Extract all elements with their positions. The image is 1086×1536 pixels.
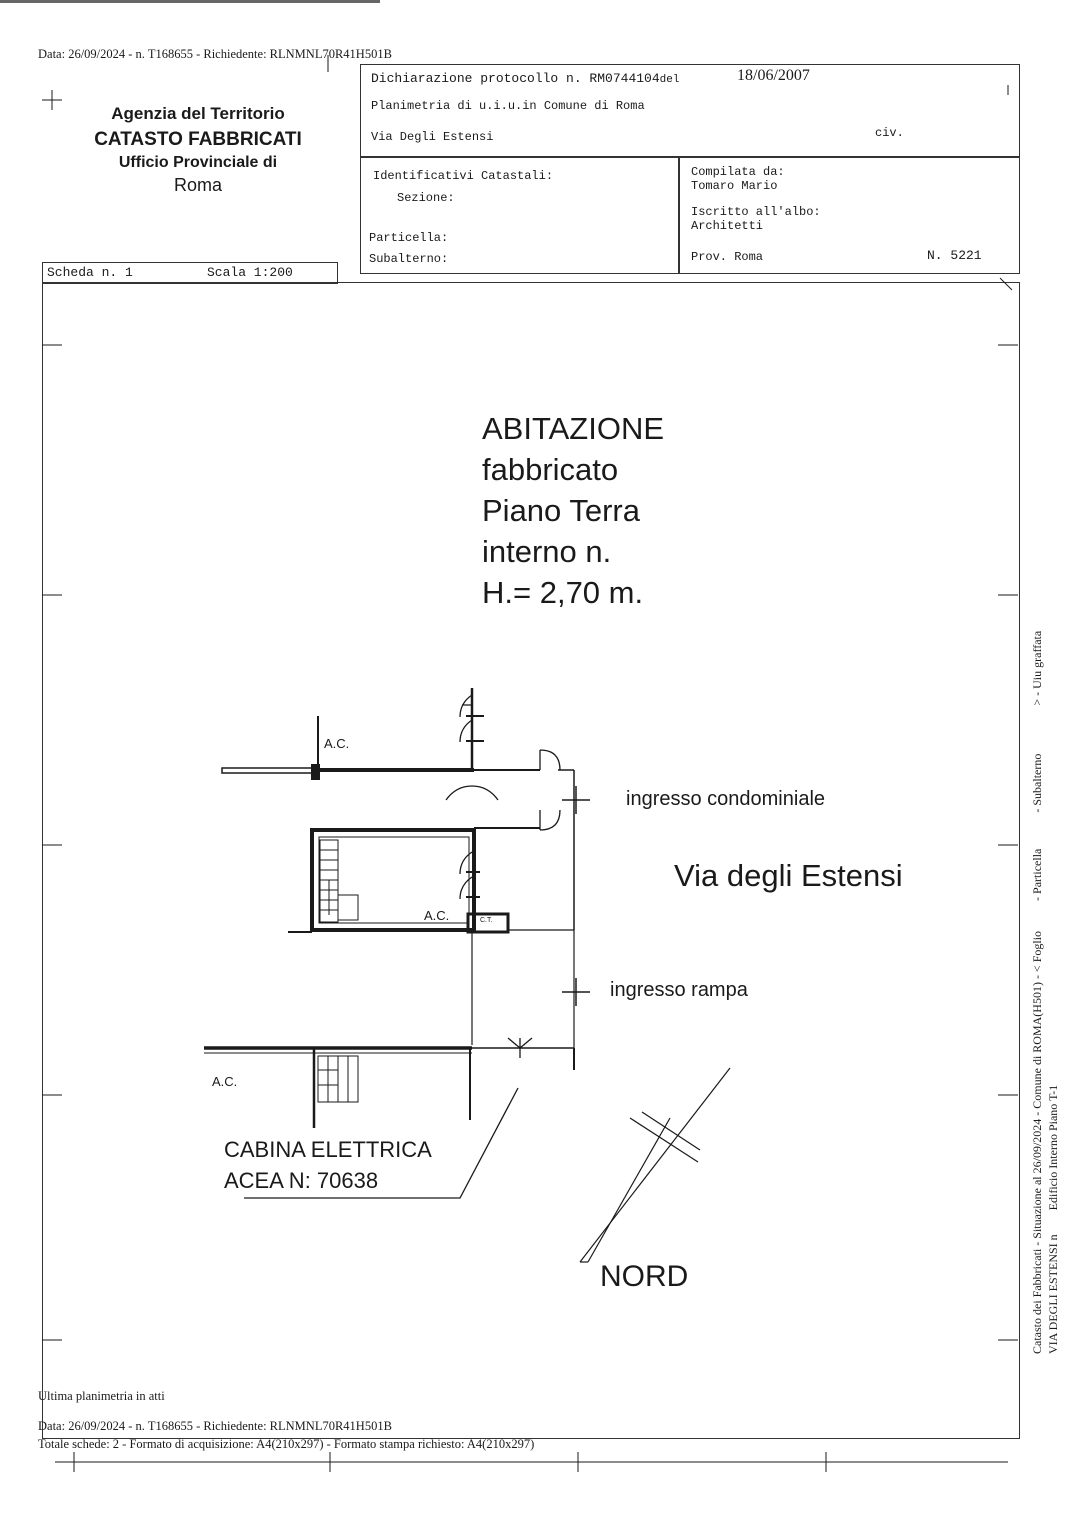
albo-label: Iscritto all'albo:: [691, 205, 821, 219]
staircase: [320, 840, 358, 922]
agency-catasto: CATASTO FABBRICATI: [94, 129, 302, 150]
label-north: NORD: [600, 1260, 689, 1293]
door-double: [446, 786, 498, 800]
wall-upper-left-end: [222, 768, 318, 773]
scheda-scale: Scala 1:200: [207, 265, 293, 280]
label-ac-top: A.C.: [324, 736, 350, 751]
title-interior: interno n.: [482, 534, 612, 569]
frame-tick: [1000, 278, 1012, 290]
door-lower-entrance: [540, 810, 560, 830]
compiler-province: Prov. Roma: [691, 250, 764, 264]
label-ac-mid: A.C.: [424, 908, 450, 923]
protocol-declaration: Dichiarazione protocollo n. RM0744104: [371, 71, 660, 86]
label-cabina-title: CABINA ELETTRICA: [224, 1137, 432, 1162]
agency-city: Roma: [173, 175, 222, 195]
title-height: H.= 2,70 m.: [482, 575, 644, 610]
albo-value: Architetti: [691, 219, 764, 233]
label-ingresso-condominiale: ingresso condominiale: [626, 788, 826, 810]
agency-office: Ufficio Provinciale di: [118, 154, 278, 171]
door-room: [460, 852, 472, 874]
cadastral-title: Identificativi Catastali:: [373, 169, 554, 183]
compiler-name: Tomaro Mario: [691, 179, 778, 193]
door-swing: [460, 720, 472, 742]
protocol-civ: civ.: [875, 126, 904, 140]
label-cabina-number: ACEA N: 70638: [224, 1168, 379, 1193]
title-floor: Piano Terra: [482, 493, 640, 528]
protocol-date: 18/06/2007: [737, 67, 810, 84]
side-note-situation: Catasto dei Fabbricati - Situazione al 26/09/2024 - Comune di ROMA(H501) - < Foglio - Particella - Subalterno > - Uiu graffata: [1030, 630, 1044, 1354]
cadastral-particella: Particella:: [369, 231, 449, 245]
label-street: Via degli Estensi: [674, 858, 903, 893]
title-use: ABITAZIONE: [482, 411, 665, 446]
footer-totale-line: Totale schede: 2 - Formato di acquisizione: A4(210x297) - Formato stampa richiesto: A4(210x297): [38, 1437, 535, 1451]
door-room: [460, 877, 472, 899]
protocol-street: Via Degli Estensi: [371, 130, 494, 144]
cadastral-subalterno: Subalterno:: [369, 252, 449, 266]
protocol-del: del: [659, 74, 680, 86]
label-ingresso-rampa: ingresso rampa: [610, 979, 748, 1001]
label-ct: C.T.: [480, 917, 493, 924]
agency-name: Agenzia del Territorio: [111, 104, 285, 123]
side-note-address: VIA DEGLI ESTENSI n Edificio Interno Piano T-1: [1046, 1084, 1060, 1354]
door-swing: [460, 695, 472, 717]
scheda-number: Scheda n. 1: [47, 265, 133, 280]
title-type: fabbricato: [482, 452, 619, 487]
protocol-planimetria: Planimetria di u.i.u.in Comune di Roma: [371, 99, 645, 113]
label-ac-bottom: A.C.: [212, 1074, 238, 1089]
door-entrance: [540, 750, 560, 770]
footer-data-line: Data: 26/09/2024 - n. T168655 - Richiedente: RLNMNL70R41H501B: [38, 1419, 392, 1433]
north-arrow: [580, 1068, 730, 1262]
cadastral-sezione: Sezione:: [397, 191, 455, 205]
compiler-number: N. 5221: [927, 248, 982, 263]
header-request-line: Data: 26/09/2024 - n. T168655 - Richiedente: RLNMNL70R41H501B: [38, 47, 392, 61]
footer-last-plan: Ultima planimetria in atti: [38, 1389, 165, 1403]
staircase-lower: [318, 1056, 358, 1102]
compiler-label: Compilata da:: [691, 165, 785, 179]
